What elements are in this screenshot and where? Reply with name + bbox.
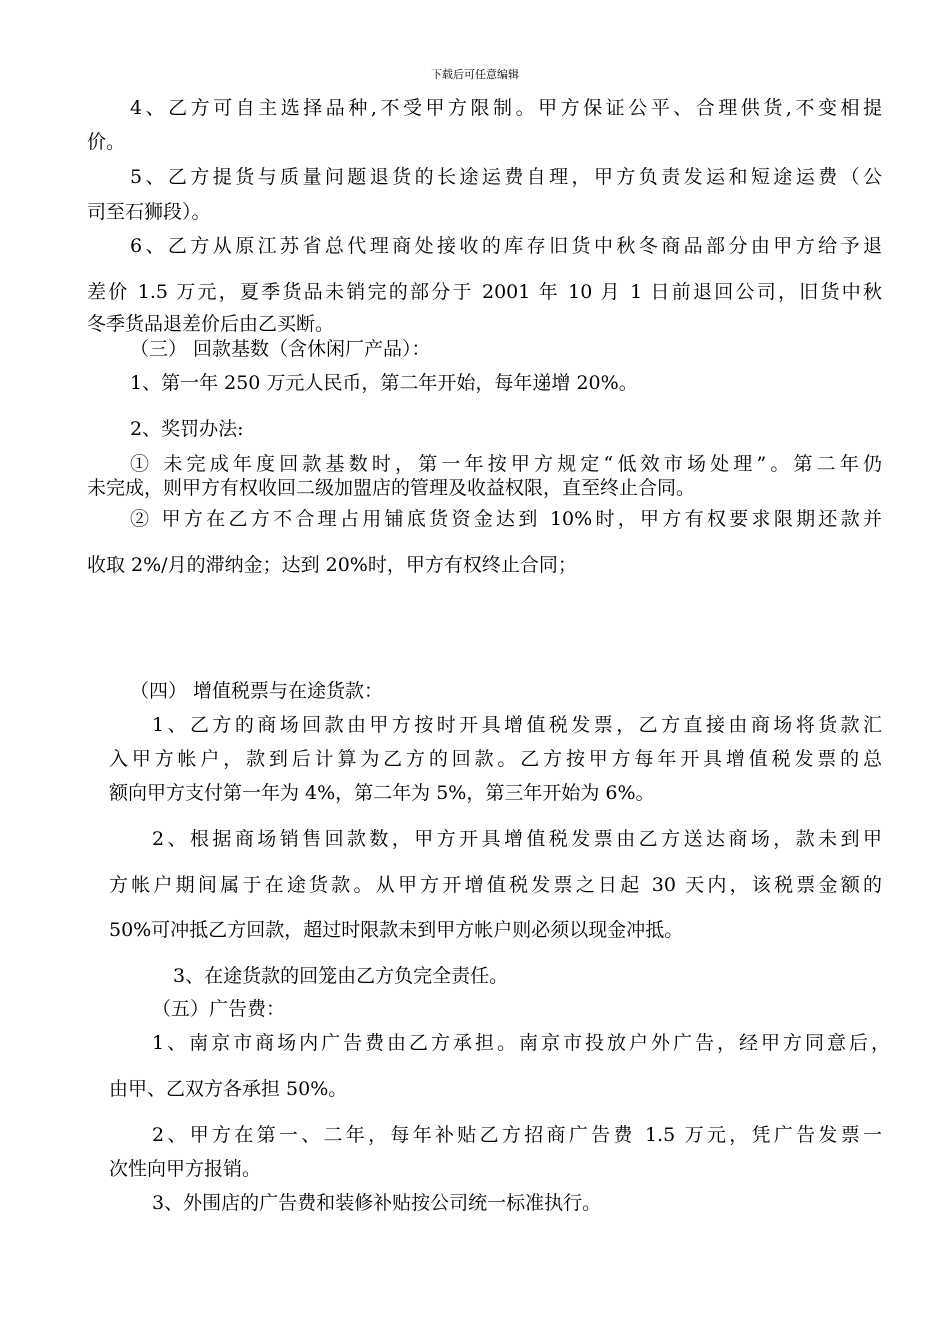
penalty-2-line-2: 收取 2%/月的滞纳金；达到 20%时，甲方有权终止合同； — [87, 554, 577, 576]
vat-3: 3、在途货款的回笼由乙方负完全责任。 — [173, 965, 509, 987]
section-heading-vat-invoice: （四） 增值税票与在途货款： — [130, 680, 384, 702]
vat-1-line-2: 入甲方帐户，款到后计算为乙方的回款。乙方按甲方每年开具增值税发票的总 — [109, 748, 882, 770]
vat-2-line-1: 2、根据商场销售回款数，甲方开具增值税发票由乙方送达商场，款未到甲 — [152, 828, 882, 850]
clause-5-line-2: 司至石狮段）。 — [87, 201, 211, 223]
vat-2-line-3: 50%可冲抵乙方回款，超过时限款未到甲方帐户则必须以现金冲抵。 — [109, 919, 684, 941]
vat-1-line-1: 1、乙方的商场回款由甲方按时开具增值税发票，乙方直接由商场将货款汇 — [152, 714, 882, 736]
clause-5-line-1: 5、乙方提货与质量问题退货的长途运费自理，甲方负责发运和短途运费（公 — [130, 166, 882, 188]
ads-1-line-2: 由甲、乙双方各承担 50%。 — [109, 1078, 348, 1100]
clause-4-line-2: 价。 — [87, 131, 126, 153]
clause-4-line-1: 4、乙方可自主选择品种,不受甲方限制。甲方保证公平、合理供货,不变相提 — [130, 97, 882, 119]
base-item-2: 2、奖罚办法: — [130, 418, 244, 440]
section-heading-advertising: （五）广告费： — [152, 998, 286, 1020]
penalty-1-line-1: ① 未完成年度回款基数时，第一年按甲方规定“低效市场处理”。第二年仍 — [130, 453, 882, 475]
vat-2-line-2: 方帐户期间属于在途货款。从甲方开增值税发票之日起 30 天内，该税票金额的 — [109, 874, 882, 896]
ads-3: 3、外围店的广告费和装修补贴按公司统一标准执行。 — [152, 1192, 602, 1214]
ads-2-line-1: 2、甲方在第一、二年，每年补贴乙方招商广告费 1.5 万元，凭广告发票一 — [152, 1124, 882, 1146]
clause-6-line-1: 6、乙方从原江苏省总代理商处接收的库存旧货中秋冬商品部分由甲方给予退 — [130, 235, 882, 257]
section-heading-repayment-base: （三） 回款基数（含休闲厂产品）： — [130, 338, 431, 360]
penalty-1-line-2: 未完成，则甲方有权收回二级加盟店的管理及收益权限，直至终止合同。 — [87, 477, 696, 499]
vat-1-line-3: 额向甲方支付第一年为 4%，第二年为 5%，第三年开始为 6%。 — [109, 782, 655, 804]
clause-6-line-3: 冬季货品退差价后由乙买断。 — [87, 313, 335, 335]
page-header-watermark: 下载后可任意编辑 — [431, 68, 519, 81]
penalty-2-line-1: ② 甲方在乙方不合理占用铺底货资金达到 10%时，甲方有权要求限期还款并 — [130, 508, 882, 530]
base-item-1: 1、第一年 250 万元人民币，第二年开始，每年递增 20%。 — [130, 372, 638, 394]
ads-2-line-2: 次性向甲方报销。 — [109, 1158, 262, 1180]
clause-6-line-2: 差价 1.5 万元，夏季货品未销完的部分于 2001 年 10 月 1 日前退回公司，旧货中秋 — [87, 281, 882, 303]
ads-1-line-1: 1、南京市商场内广告费由乙方承担。南京市投放户外广告，经甲方同意后， — [152, 1032, 890, 1054]
